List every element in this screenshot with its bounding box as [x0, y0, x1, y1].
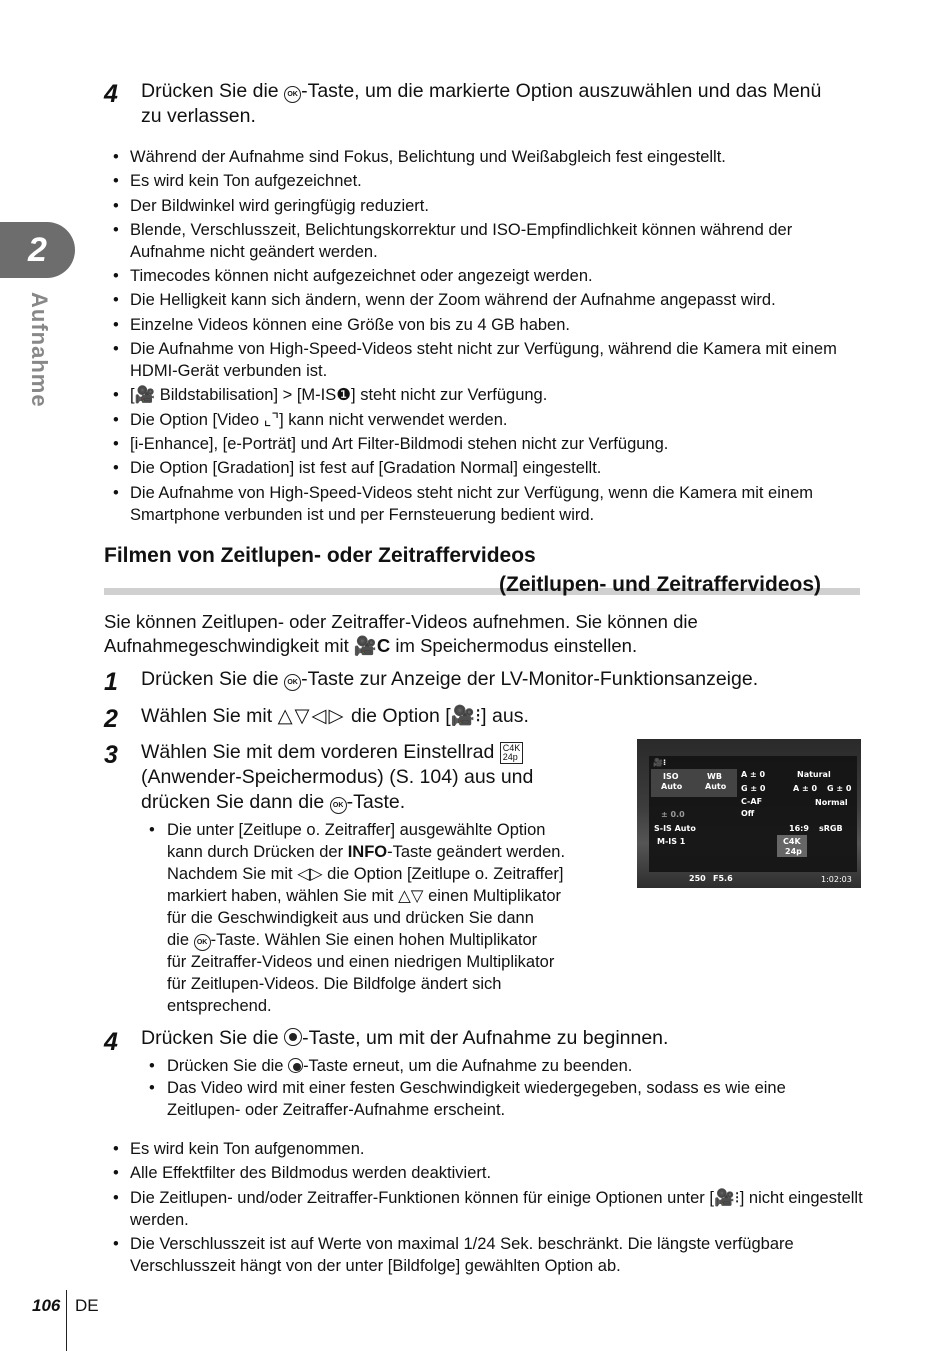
step-text: Drücken Sie die OK -Taste zur Anzeige der LV-Monitor-Funktionsanzeige.	[141, 668, 759, 690]
stabilization: S-IS Auto	[654, 824, 696, 833]
step-text: Drücken Sie die OK -Taste, um die markierte Option auszuwählen und das Menü zu verlassen.	[141, 80, 822, 127]
movie-menu-icon: 🎥⁝	[653, 758, 666, 767]
c4k-24p-icon: C4K 24p	[500, 742, 524, 764]
af-mode: C-AF	[741, 797, 763, 806]
list-item: • Timecodes können nicht aufgezeichnet oder angezeigt werden.	[104, 265, 864, 287]
wb-value: Auto	[705, 782, 727, 791]
notes-list	[104, 146, 864, 528]
list-item: • Die Option [Gradation] ist fest auf [Gradation Normal] eingestellt.	[104, 457, 864, 479]
list-item: • Der Bildwinkel wird geringfügig reduziert.	[104, 195, 864, 217]
ok-icon: OK	[330, 797, 347, 814]
wb-a-value: A ± 0	[741, 770, 766, 779]
list-item: • Einzelne Videos können eine Größe von bis zu 4 GB haben.	[104, 314, 864, 336]
ok-icon: OK	[194, 934, 211, 951]
arrow-keys-icon: △▽◁▷	[277, 705, 346, 727]
gradation: Normal	[815, 798, 848, 807]
step4-sublist	[141, 1055, 861, 1121]
aspect-ratio: 16:9	[789, 824, 809, 833]
ok-icon: OK	[284, 86, 301, 103]
list-item: • Die Zeitlupen- und/oder Zeitraffer-Funktionen können für einige Optionen unter [🎥⁝] nicht eingestellt werden.	[104, 1187, 864, 1231]
step-number: 2	[104, 705, 118, 733]
list-item: • [i-Enhance], [e-Porträt] und Art Filter-Bildmodi stehen nicht zur Verfügung.	[104, 433, 864, 455]
info-key: INFO	[347, 843, 388, 861]
ok-icon: OK	[284, 674, 301, 691]
shutter-speed: 250	[689, 874, 706, 883]
exposure-comp: ± 0.0	[661, 810, 685, 819]
movie-resolution: C4K	[783, 837, 801, 846]
list-item: • Während der Aufnahme sind Fokus, Belichtung und Weißabgleich fest eingestellt.	[104, 146, 864, 168]
list-item: • Drücken Sie die -Taste erneut, um die Aufnahme zu beenden.	[141, 1055, 861, 1077]
section-subtitle: (Zeitlupen- und Zeitraffervideos)	[499, 573, 822, 596]
custom-mode-icon: 🎥C	[353, 635, 391, 656]
list-item: • Die Helligkeit kann sich ändern, wenn der Zoom während der Aufnahme angepasst wird.	[104, 289, 864, 311]
step-text: Drücken Sie die -Taste, um mit der Aufnahme zu beginnen.	[141, 1027, 669, 1049]
list-item: • Die unter [Zeitlupe o. Zeitraffer] ausgewählte Option kann durch Drücken der INFO-Taste geändert werden. Nachdem Sie mit ◁▷ die Option [Zeitlupe o. Zeitraffer] markiert haben, wählen Sie mit △▽ einen Multiplikator für die Geschwindigkeit aus und drücken Sie dann die OK -Taste. Wählen Sie einen hohen Multiplikator für Zeitraffer-Videos und einen niedrigen Multiplikator für Zeitlupen-Videos. Die Bildfolge ändert sich entsprechend.	[141, 819, 626, 1017]
list-item: • Es wird kein Ton aufgezeichnet.	[104, 170, 864, 192]
aperture: F5.6	[713, 874, 733, 883]
frame-rate: 24p	[785, 847, 802, 856]
iso-value: Auto	[661, 782, 683, 791]
language-code: DE	[75, 1296, 99, 1315]
list-item: • Die Option [Video ⌞⌝] kann nicht verwendet werden.	[104, 409, 864, 431]
step-number: 1	[104, 668, 118, 696]
list-item: • Die Aufnahme von High-Speed-Videos steht nicht zur Verfügung, während die Kamera mit einem HDMI-Gerät verbunden ist.	[104, 338, 864, 382]
chapter-tab: 2	[0, 222, 75, 278]
sharpness-value: A ± 0	[793, 784, 818, 793]
record-time: 1:02:03	[821, 875, 852, 884]
intro-text: Sie können Zeitlupen- oder Zeitraffer-Videos aufnehmen. Sie können die Aufnahmegeschwindigkeit mit 🎥C im Speichermodus einstellen.	[104, 611, 698, 656]
chapter-label: Aufnahme	[27, 292, 52, 408]
wb-g-value: G ± 0	[741, 784, 766, 793]
list-item: • Das Video wird mit einer festen Geschwindigkeit wiedergegeben, sodass es wie eine Zeitlupen- oder Zeitraffer-Aufnahme erscheint.	[141, 1077, 861, 1121]
camera-lv-screen	[637, 739, 861, 888]
wb-label: WB	[707, 772, 722, 781]
page-number: 106	[32, 1296, 61, 1315]
iso-label: ISO	[663, 772, 679, 781]
step-number: 3	[104, 741, 118, 769]
list-item: • Die Verschlusszeit ist auf Werte von maximal 1/24 Sek. beschränkt. Die längste verfügbare Verschlusszeit hängt von der unter [Bildfolge] gewählten Option ab.	[104, 1233, 864, 1277]
flash-mode: Off	[741, 809, 755, 818]
footer-divider	[66, 1290, 67, 1351]
record-button-icon	[288, 1058, 303, 1073]
list-item: • Blende, Verschlusszeit, Belichtungskorrektur und ISO-Empfindlichkeit können während der Aufnahme nicht geändert werden.	[104, 219, 864, 263]
step-text: Wählen Sie mit △▽◁▷ die Option [🎥⁝] aus.	[141, 705, 529, 727]
picture-mode: Natural	[797, 770, 831, 779]
list-item: • Es wird kein Ton aufgenommen.	[104, 1138, 864, 1160]
contrast-value: G ± 0	[827, 784, 852, 793]
list-item: • Die Aufnahme von High-Speed-Videos steht nicht zur Verfügung, wenn die Kamera mit einem Smartphone verbunden ist und per Fernsteuerung bedient wird.	[104, 482, 864, 526]
record-button-icon	[284, 1028, 302, 1046]
movie-stabilization: M-IS 1	[657, 837, 686, 846]
color-space: sRGB	[819, 824, 843, 833]
list-item: • [🎥 Bildstabilisation] > [M-IS❶] steht nicht zur Verfügung.	[104, 384, 864, 406]
step3-sublist	[141, 819, 626, 1017]
section-title: Filmen von Zeitlupen- oder Zeitraffervideos	[104, 544, 536, 567]
list-item: • Alle Effektfilter des Bildmodus werden deaktiviert.	[104, 1162, 864, 1184]
step-text: Wählen Sie mit dem vorderen Einstellrad C4K 24p (Anwender-Speichermodus) (S. 104) aus und drücken Sie dann die OK -Taste.	[141, 741, 534, 813]
step-number: 4	[104, 80, 118, 108]
step-number: 4	[104, 1028, 118, 1056]
notes-list	[104, 1138, 864, 1279]
